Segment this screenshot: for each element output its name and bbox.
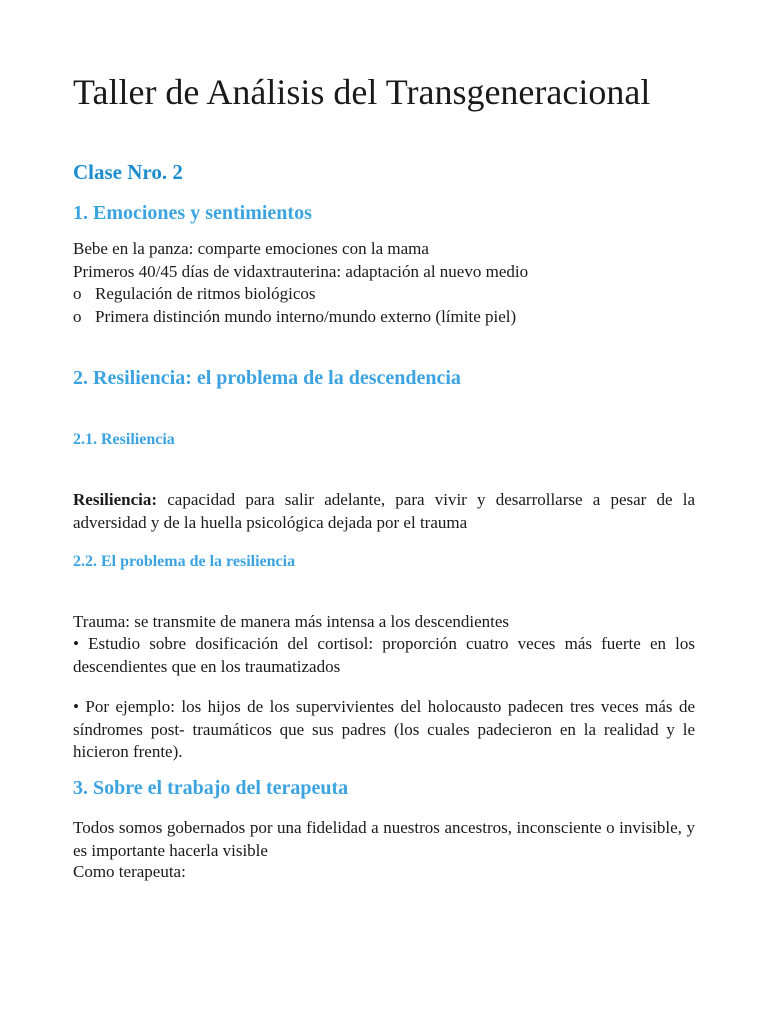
section-1-heading: 1. Emociones y sentimientos: [73, 202, 312, 224]
bullet-text: Regulación de ritmos biológicos: [95, 284, 316, 303]
section-1-line-1: Bebe en la panza: comparte emociones con la mama: [73, 239, 429, 258]
bullet-marker-icon: o: [73, 307, 82, 326]
section-2-1-heading: 2.1. Resiliencia: [73, 431, 175, 448]
holocaust-point: • Por ejemplo: los hijos de los supervivientes del holocausto padecen tres veces más de síndromes post- traumáticos que sus padres (los cuales padecieron en la realidad y le hicieron frente).: [73, 697, 695, 761]
section-2-2-heading: 2.2. El problema de la resiliencia: [73, 553, 296, 570]
section-3-line: Como terapeuta:: [73, 862, 186, 881]
section-3-heading: 3. Sobre el trabajo del terapeuta: [73, 777, 349, 799]
resiliencia-term: Resiliencia:: [73, 490, 158, 509]
section-2-heading: 2. Resiliencia: el problema de la descendencia: [73, 367, 461, 389]
section-1-line-2: Primeros 40/45 días de vidaxtrauterina: adaptación al nuevo medio: [73, 262, 529, 281]
trauma-intro: Trauma: se transmite de manera más intensa a los descendientes: [73, 612, 510, 631]
section-3-paragraph: Todos somos gobernados por una fidelidad a nuestros ancestros, inconsciente o invisible, y es importante hacerla visible: [73, 818, 695, 860]
bullet-text: Primera distinción mundo interno/mundo externo (límite piel): [95, 307, 517, 326]
resiliencia-definition-text: capacidad para salir adelante, para vivir y desarrollarse a pesar de la adversidad y de la huella psicológica dejada por el trauma: [73, 490, 695, 532]
cortisol-point: • Estudio sobre dosificación del cortisol: proporción cuatro veces más fuerte en los descendientes que en los traumatizados: [73, 634, 695, 676]
bullet-marker-icon: o: [73, 284, 82, 303]
section-1-bullet-1: [73, 283, 316, 306]
class-number-label: Clase Nro. 2: [73, 160, 183, 184]
section-1-bullet-2: [73, 306, 516, 329]
resiliencia-definition: [73, 489, 695, 534]
document-title: Taller de Análisis del Transgeneracional: [73, 72, 651, 112]
